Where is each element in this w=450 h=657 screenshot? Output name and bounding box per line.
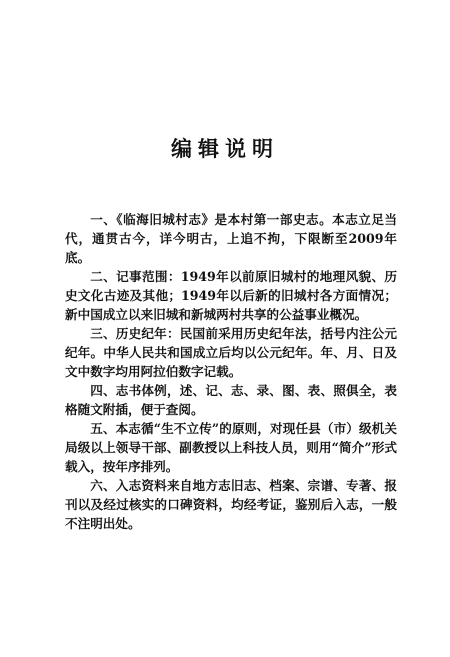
note-paragraph-2: 二、记事范围：1949年以前原旧城村的地理风貌、历史文化古迹及其他；1949年以后新的旧城村各方面情况；新中国成立以来旧城和新城两村共享的公益事业概况。 [65,269,397,322]
editorial-notes [65,210,397,533]
page-title: 编辑说明 [171,137,279,161]
note-paragraph-6: 六、入志资料来自地方志旧志、档案、宗谱、专著、报刊以及经过核实的口碑资料，均经考证，鉴别后入志，一般不注明出处。 [65,478,397,531]
note-paragraph-1: 一、《临海旧城村志》是本村第一部史志。本志立足当代，通贯古今，详今明古，上追不拘，下限断至2009年底。 [65,212,397,265]
note-paragraph-3: 三、历史纪年：民国前采用历史纪年法，括号内注公元纪年。中华人民共和国成立后均以公元纪年。年、月、日及文中数字均用阿拉伯数字记载。 [65,326,397,379]
note-paragraph-4: 四、志书体例，述、记、志、录、图、表、照俱全，表格随文附插，便于查阅。 [65,383,397,417]
note-paragraph-5: 五、本志循“生不立传”的原则，对现任县（市）级机关局级以上领导干部、副教授以上科技人员，则用“简介”形式载入，按年序排列。 [65,421,397,474]
